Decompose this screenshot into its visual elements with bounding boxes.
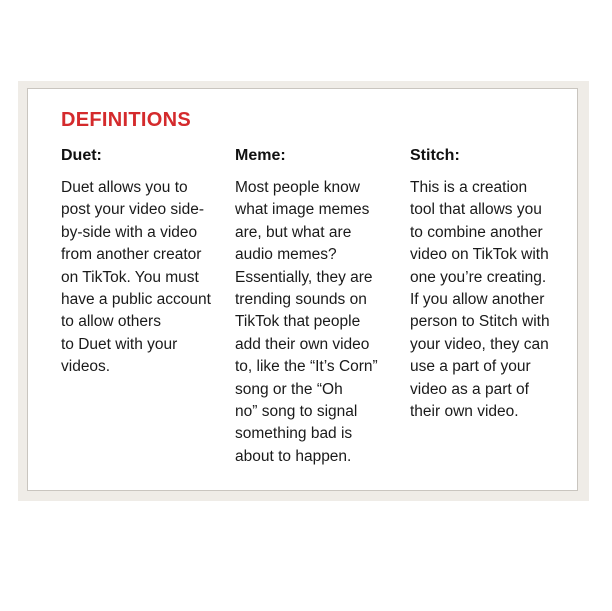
term-heading: Duet: (61, 147, 102, 164)
definition-meme (235, 147, 405, 468)
definitions-title: DEFINITIONS (61, 109, 191, 131)
term-definition: Most people know what image memes are, but what are audio memes? Essentially, they are trending sounds on TikTok that people add their own video to, like the “It’s Corn” song or the “Oh no” song to signal something bad is about to happen. (235, 179, 378, 465)
term-heading: Stitch: (410, 147, 460, 164)
definition-duet (61, 147, 231, 379)
term-definition: Duet allows you to post your video side- by-side with a video from another creator on TikTok. You must have a public account to allow others to Duet with your videos. (61, 179, 211, 376)
definition-stitch (410, 147, 580, 423)
definitions-frame (18, 81, 589, 501)
term-definition: This is a creation tool that allows you to combine another video on TikTok with one you’re creating. If you allow another person to Stitch with your video, they can use a part of your video as a part of their own video. (410, 179, 550, 421)
term-heading: Meme: (235, 147, 286, 164)
definitions-card (27, 88, 578, 491)
